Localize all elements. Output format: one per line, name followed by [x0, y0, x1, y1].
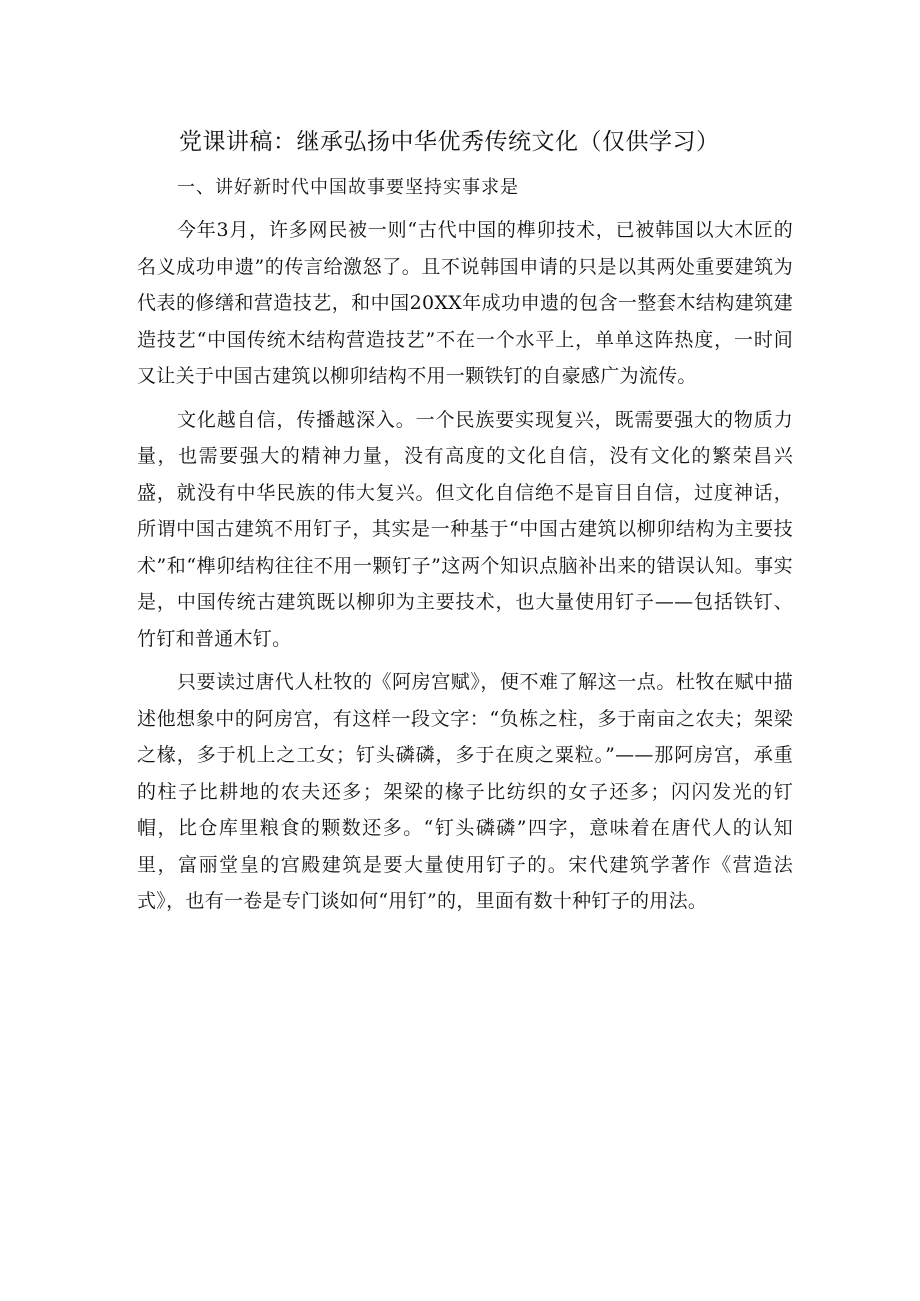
body-paragraph: 今年3月，许多网民被一则“古代中国的榫卯技术，已被韩国以大木匠的名义成功申遗”的传言给激怒了。且不说韩国申请的只是以其两处重要建筑为代表的修缮和营造技艺，和中国20XX年成功申遗的包含一整套木结构建筑建造技艺“中国传统木结构营造技艺”不在一个水平上，单单这阵热度，一时间又让关于中国古建筑以柳卯结构不用一颗铁钉的自豪感广为流传。	[137, 219, 793, 387]
body-paragraph: 只要读过唐代人杜牧的《阿房宫赋》，便不难了解这一点。杜牧在赋中描述他想象中的阿房宫，有这样一段文字：“负栋之柱，多于南亩之农夫；架梁之椽，多于机上之工女；钉头磷磷，多于在庾之粟粒。”——那阿房宫，承重的柱子比耕地的农夫还多；架梁的椽子比纺织的女子还多；闪闪发光的钉帽，比仓库里粮食的颗数还多。“钉头磷磷”四字，意味着在唐代人的认知里，富丽堂皇的宫殿建筑是要大量使用钉子的。宋代建筑学著作《营造法式》，也有一卷是专门谈如何“用钉”的，里面有数十种钉子的用法。	[137, 671, 793, 912]
document-body	[137, 124, 793, 920]
body-paragraph: 文化越自信，传播越深入。一个民族要实现复兴，既需要强大的物质力量，也需要强大的精神力量，没有高度的文化自信，没有文化的繁荣昌兴盛，就没有中华民族的伟大复兴。但文化自信绝不是盲目自信，过度神话，所谓中国古建筑不用钉子，其实是一种基于“中国古建筑以柳卯结构为主要技术”和“榫卯结构往往不用一颗钉子”这两个知识点脑补出来的错误认知。事实是，中国传统古建筑既以柳卯为主要技术，也大量使用钉子——包括铁钉、竹钉和普通木钉。	[137, 408, 793, 650]
section-heading: 一、讲好新时代中国故事要坚持实事求是	[177, 177, 519, 198]
document-title: 党课讲稿：继承弘扬中华优秀传统文化（仅供学习）	[179, 129, 720, 155]
